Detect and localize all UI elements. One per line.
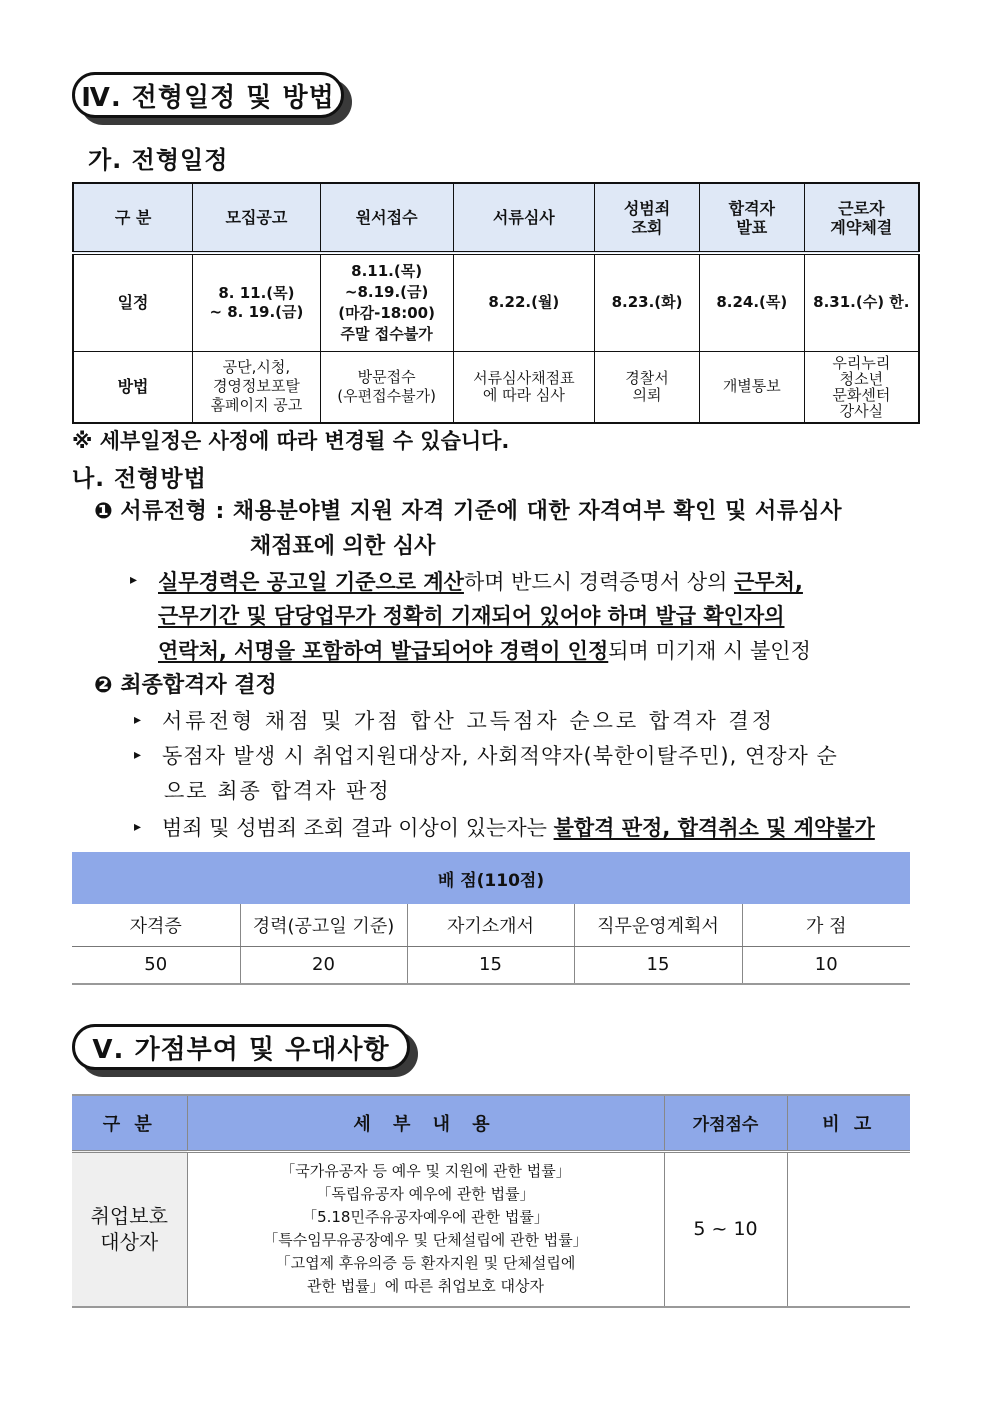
item1-bullet-marker: ▸ — [130, 572, 138, 588]
score-title: 배 점(110점) — [72, 852, 910, 904]
score-header-cell: 자기소개서 — [407, 904, 574, 946]
schedule-header-cell: 원서접수 — [320, 183, 453, 253]
method-cell: 개별통보 — [699, 351, 804, 423]
method-cell: 경찰서 의뢰 — [595, 351, 700, 423]
item2-bullet-marker: ▸ — [134, 712, 142, 728]
schedule-header-row — [73, 183, 919, 253]
bonus-detail-line: 「독립유공자 예우에 관한 법률」 — [316, 1185, 535, 1204]
bonus-detail-line: 「국가유공자 등 예우 및 지원에 관한 법률」 — [280, 1162, 571, 1181]
schedule-header-cell: 성범죄 조회 — [595, 183, 700, 253]
schedule-table — [72, 182, 920, 424]
schedule-row-label: 일정 — [73, 253, 193, 351]
subheading-schedule: 가. 전형일정 — [88, 146, 229, 174]
score-header-cell: 경력(공고일 기준) — [240, 904, 407, 946]
method-cell: 서류심사채점표 에 따라 심사 — [453, 351, 595, 423]
bonus-header-cell: 비 고 — [787, 1095, 910, 1151]
method-cell: 공단,시청, 경영정보포탈 홈페이지 공고 — [193, 351, 321, 423]
schedule-cell: 8.22.(월) — [453, 253, 595, 351]
bonus-header-cell: 가점점수 — [664, 1095, 787, 1151]
score-table — [72, 852, 910, 985]
item2 — [94, 668, 277, 704]
experience-calc-note: 실무경력은 공고일 기준으로 계산 — [158, 570, 464, 594]
schedule-header-cell: 근로자 계약체결 — [804, 183, 919, 253]
item1-number: ❶ — [94, 499, 113, 524]
bonus-table — [72, 1094, 910, 1308]
item2-bullet-2: 동점자 발생 시 취업지원대상자, 사회적약자(북한이탈주민), 연장자 순 — [162, 744, 838, 768]
score-header-cell: 자격증 — [72, 904, 240, 946]
score-header-row — [72, 904, 910, 946]
item1-bullet-line3 — [158, 633, 811, 669]
item2-bullet-2-cont: 으로 최종 합격자 판정 — [164, 779, 391, 803]
signature-note: 연락처, 서명을 포함하여 발급되어야 경력이 인정 — [158, 639, 609, 663]
bonus-header-row — [72, 1095, 910, 1151]
unrecognized-note: 되며 미기재 시 불인정 — [608, 639, 811, 663]
item2-bullet-3 — [162, 810, 875, 846]
schedule-cell: 8.31.(수) 한. — [804, 253, 919, 351]
bonus-header-cell: 세 부 내 용 — [187, 1095, 664, 1151]
disqualify-note: 불합격 판정, 합격취소 및 계약불가 — [553, 816, 875, 840]
bonus-detail-line: 「5.18민주유공자예우에 관한 법률」 — [302, 1208, 549, 1227]
workplace-note: 근무처, — [734, 570, 803, 594]
bonus-score: 5 ~ 10 — [664, 1151, 787, 1307]
schedule-header-cell: 모집공고 — [193, 183, 321, 253]
score-value-cell: 10 — [742, 946, 910, 984]
schedule-cell: 8. 11.(목) ~ 8. 19.(금) — [193, 253, 321, 351]
score-value-cell: 15 — [574, 946, 742, 984]
schedule-header-cell: 서류심사 — [453, 183, 595, 253]
bonus-detail-line: 「특수임무유공장예우 및 단체설립에 관한 법률」 — [263, 1231, 588, 1250]
score-title-row — [72, 852, 910, 904]
schedule-cell: 8.23.(화) — [595, 253, 700, 351]
schedule-cell: 8.11.(목) ~8.19.(금) (마감-18:00) 주말 접수불가 — [320, 253, 453, 351]
experience-text: 하며 반드시 경력증명서 상의 — [463, 570, 735, 594]
method-row-label: 방법 — [73, 351, 193, 423]
item1-line2: 채점표에 의한 심사 — [250, 534, 436, 559]
bonus-detail-line: 「고엽제 후유의증 등 환자지원 및 단체설립에 — [275, 1254, 576, 1273]
bonus-header-cell: 구 분 — [72, 1095, 187, 1151]
score-header-cell: 가 점 — [742, 904, 910, 946]
schedule-cell: 8.24.(목) — [699, 253, 804, 351]
bonus-details — [187, 1151, 664, 1307]
schedule-note: ※ 세부일정은 사정에 따라 변경될 수 있습니다. — [72, 429, 510, 453]
score-value-row — [72, 946, 910, 984]
bonus-detail-line: 관한 법률」에 따른 취업보호 대상자 — [307, 1277, 544, 1296]
score-value-cell: 20 — [240, 946, 407, 984]
item2-number: ❷ — [94, 673, 113, 698]
item1-bullet-line2: 근무기간 및 담당업무가 정확히 기재되어 있어야 하며 발급 확인자의 — [158, 604, 785, 628]
item2-bullet-marker: ▸ — [134, 747, 142, 763]
subheading-method: 나. 전형방법 — [72, 466, 207, 492]
bonus-remark — [787, 1151, 910, 1307]
schedule-header-cell: 합격자 발표 — [699, 183, 804, 253]
method-row — [73, 351, 919, 423]
method-cell: 우리누리 청소년 문화센터 강사실 — [804, 351, 919, 423]
crime-check-text: 범죄 및 성범죄 조회 결과 이상이 있는자는 — [162, 816, 554, 840]
section4-header — [72, 72, 344, 118]
item2-title: 최종합격자 결정 — [120, 673, 277, 698]
section4-title: Ⅳ. 전형일정 및 방법 — [72, 72, 344, 118]
bonus-category: 취업보호 대상자 — [72, 1151, 187, 1307]
item2-bullet-marker: ▸ — [134, 819, 142, 835]
score-header-cell: 직무운영계획서 — [574, 904, 742, 946]
schedule-header-cell: 구 분 — [73, 183, 193, 253]
score-value-cell: 15 — [407, 946, 574, 984]
item1-bullet — [158, 564, 918, 600]
item1 — [94, 494, 842, 530]
item1-line1: 서류전형 : 채용분야별 지원 자격 기준에 대한 자격여부 확인 및 서류심사 — [120, 499, 843, 524]
schedule-row — [73, 253, 919, 351]
method-cell: 방문접수 (우편접수불가) — [320, 351, 453, 423]
section5-header — [72, 1024, 410, 1070]
section5-title: Ⅴ. 가점부여 및 우대사항 — [72, 1024, 410, 1070]
score-value-cell: 50 — [72, 946, 240, 984]
bonus-data-row — [72, 1151, 910, 1307]
item2-bullet-1: 서류전형 채점 및 가점 합산 고득점자 순으로 합격자 결정 — [162, 709, 775, 733]
